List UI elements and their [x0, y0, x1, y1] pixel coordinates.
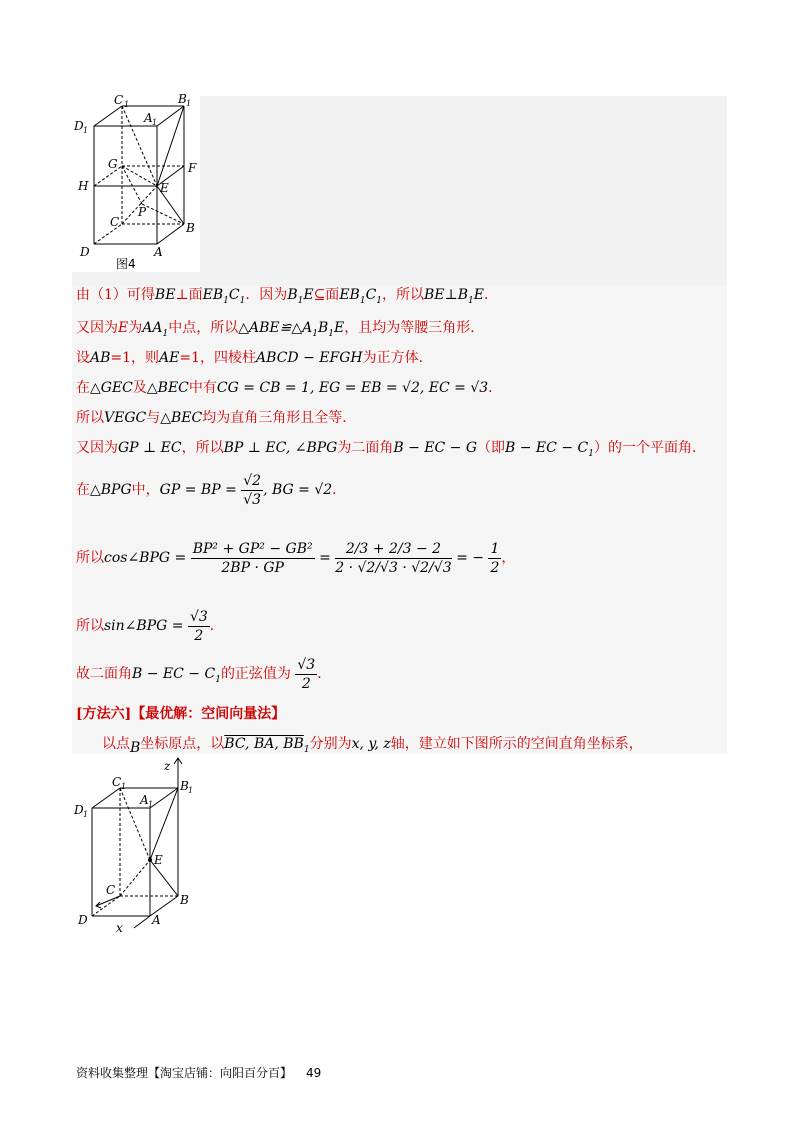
- label-F: F: [188, 161, 197, 175]
- label-E: E: [160, 181, 169, 195]
- line-8: 所以cos∠BPG = $\frac{\text{BP² + GP² − GB²}}{2BP \cdot GP}$ = $\frac{2/3 + 2/3 - 2}{2 \cdot √2/√3 \cdot √2/√3}$ = − $\frac{1}{2}$ ，: [76, 540, 516, 576]
- line-7: 在△BPG中，GP = BP = $\frac{√2}{√3}$ , BG = √2．: [76, 472, 347, 508]
- page-number: 49: [306, 1066, 322, 1080]
- label-D1: D: [74, 119, 84, 133]
- line-12: 以点B坐标原点，以BC, BA, $BB_1$分别为x, y, z轴，建立如下图所示的空间直角坐标系，: [102, 736, 643, 756]
- figure-coordinate: [72, 756, 200, 936]
- cube-diagram-4: [72, 92, 200, 272]
- figure-caption: 图4: [116, 257, 136, 271]
- label-A1: A: [140, 793, 149, 807]
- svg-text:1: 1: [83, 810, 89, 819]
- label-z: z: [164, 759, 171, 773]
- line-6: 又因为GP ⊥ EC，所以BP ⊥ EC, ∠BPG为二面角B − EC − G（即B − EC − $C_1$）的一个平面角．: [76, 440, 706, 459]
- svg-text:1: 1: [121, 782, 127, 791]
- svg-text:1: 1: [124, 100, 130, 109]
- label-C1: C: [114, 93, 124, 107]
- fraction-result: $\frac{1}{2}$: [490, 540, 500, 576]
- point-E: [148, 858, 152, 862]
- label-D: D: [80, 245, 90, 259]
- label-E: E: [154, 853, 163, 867]
- line-10: 故二面角B − EC − $C_1$的正弦值为 $\frac{√3}{2}$ ．: [76, 656, 332, 692]
- cube-diagram-coordinate: [72, 756, 200, 936]
- line-2: 又因为E为$AA_1$中点，所以$\triangle ABE≌\triangle A_1B_1E$，且均为等腰三角形．: [76, 320, 485, 339]
- line-1: 由（1）可得BE⊥面$EB_1C_1$．因为$B_1E⊆$面$EB_1C_1$，所以$BE\perp B_1E$．: [76, 287, 498, 306]
- fraction-cos-numeric: $\frac{2/3 + 2/3 - 2}{2 \cdot √2/√3 \cdot √2/√3}$: [335, 540, 452, 576]
- line-4: 在△GEC及△BEC中有CG = CB = 1, EG = EB = √2, EC = √3．: [76, 380, 503, 396]
- fraction-sin: $\frac{√3}{2}$: [189, 608, 208, 644]
- label-C: C: [106, 883, 116, 897]
- footer-text: 资料收集整理【淘宝店铺：向阳百分百】: [76, 1066, 293, 1080]
- label-B: B: [180, 893, 189, 907]
- label-A: A: [154, 245, 163, 259]
- fraction-gp: $\frac{√2}{√3}$: [243, 472, 262, 508]
- label-G: G: [108, 157, 118, 171]
- label-H: H: [78, 179, 89, 193]
- label-D1: D: [74, 803, 84, 817]
- fraction-cos: $\frac{\text{BP² + GP² − GB²}}{2BP \cdot GP}$: [192, 540, 313, 576]
- svg-text:1: 1: [148, 800, 154, 809]
- svg-text:1: 1: [83, 126, 89, 135]
- page-footer: [76, 1064, 335, 1081]
- figure-4: [72, 92, 200, 272]
- label-D: D: [78, 913, 88, 927]
- method-six-heading: [方法六]【最优解：空间向量法】: [76, 706, 286, 722]
- svg-text:1: 1: [152, 118, 158, 127]
- label-C1: C: [112, 775, 122, 789]
- fraction-answer: $\frac{√3}{2}$: [297, 656, 316, 692]
- line-5: 所以VEGC与△BEC均为直角三角形且全等．: [76, 410, 357, 426]
- label-B1: B: [180, 779, 189, 793]
- label-C: C: [110, 215, 120, 229]
- line-3: 设AB=1，则AE=1，四棱柱ABCD − EFGH为正方体．: [76, 350, 433, 366]
- label-B: B: [186, 221, 195, 235]
- label-A1: A: [144, 111, 153, 125]
- label-B1: B: [178, 92, 187, 106]
- line-9: 所以sin∠BPG = $\frac{√3}{2}$ ．: [76, 608, 224, 644]
- label-x: x: [116, 921, 123, 935]
- label-A: A: [152, 913, 161, 927]
- svg-text:1: 1: [188, 786, 194, 795]
- svg-text:1: 1: [186, 99, 192, 108]
- label-P: P: [138, 205, 147, 219]
